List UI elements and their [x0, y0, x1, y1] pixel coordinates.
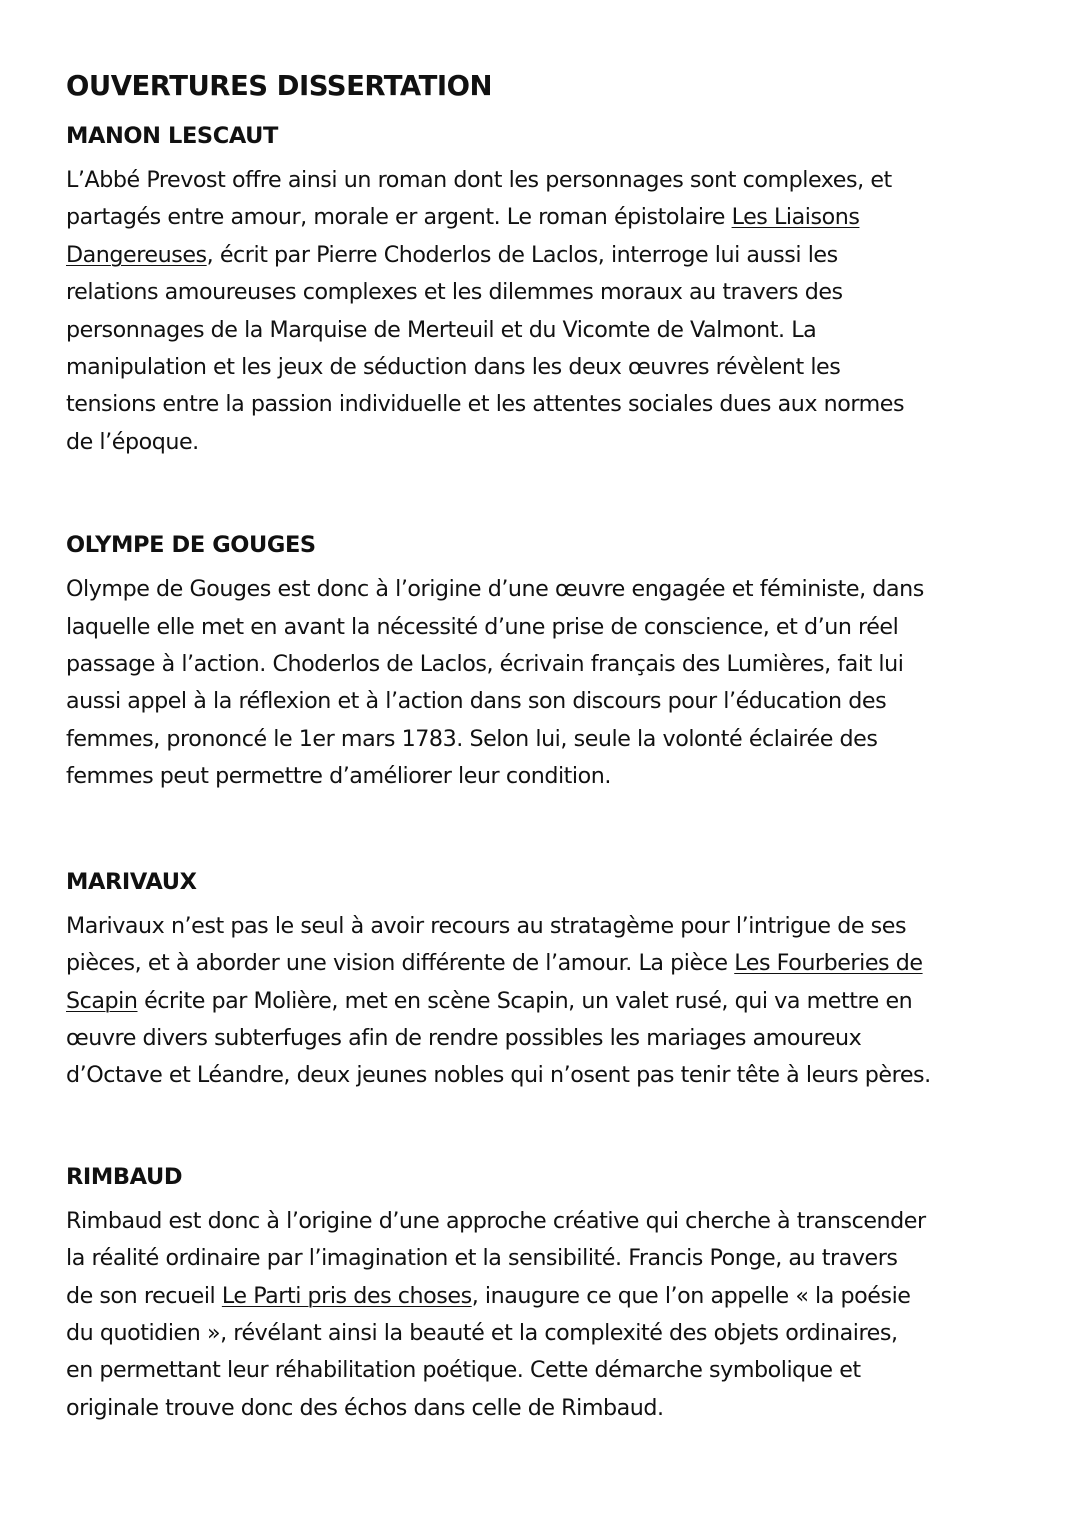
- work-title-reference: Les Fourberies de: [734, 950, 923, 977]
- section-olympe-de-gouges: [66, 529, 1021, 795]
- section-heading: MARIVAUX: [66, 868, 197, 895]
- paragraph-line: [66, 1278, 1021, 1315]
- work-title-reference: Les Liaisons: [731, 204, 860, 231]
- line-text: écrite par Molière, met en scène Scapin, un valet rusé, qui va mettre en: [137, 987, 913, 1014]
- line-text: du quotidien », révélant ainsi la beauté et la complexité des objets ordinaires,: [66, 1319, 898, 1346]
- paragraph-line: [66, 908, 1021, 945]
- section-paragraph: [66, 571, 1021, 795]
- paragraph-line: [66, 1315, 1021, 1352]
- paragraph-line: [66, 1020, 1021, 1057]
- paragraph-line: [66, 945, 1021, 982]
- section-heading: RIMBAUD: [66, 1163, 183, 1190]
- line-text: relations amoureuses complexes et les dilemmes moraux au travers des: [66, 279, 843, 306]
- line-text: femmes peut permettre d’améliorer leur condition.: [66, 763, 611, 790]
- paragraph-line: [66, 609, 1021, 646]
- line-text: personnages de la Marquise de Merteuil et du Vicomte de Valmont. La: [66, 316, 817, 343]
- paragraph-line: [66, 646, 1021, 683]
- spacer: [66, 796, 1021, 866]
- paragraph-line: [66, 758, 1021, 795]
- line-text: œuvre divers subterfuges afin de rendre possibles les mariages amoureux: [66, 1024, 862, 1051]
- section-paragraph: [66, 1203, 1021, 1427]
- paragraph-line: [66, 1240, 1021, 1277]
- work-title-reference: Scapin: [66, 987, 138, 1014]
- spacer: [66, 152, 1021, 162]
- paragraph-line: [66, 983, 1021, 1020]
- line-text: pièces, et à aborder une vision différente de l’amour. La pièce: [66, 950, 735, 977]
- spacer: [66, 1193, 1021, 1203]
- paragraph-line: [66, 199, 1021, 236]
- spacer: [66, 1095, 1021, 1161]
- section-heading: OLYMPE DE GOUGES: [66, 532, 316, 559]
- spacer: [66, 561, 1021, 571]
- line-text: L’Abbé Prevost offre ainsi un roman dont les personnages sont complexes, et: [66, 167, 892, 193]
- paragraph-line: [66, 349, 1021, 386]
- line-text: aussi appel à la réflexion et à l’action dans son discours pour l’éducation des: [66, 688, 887, 715]
- line-text: tensions entre la passion individuelle et les attentes sociales dues aux normes: [66, 391, 905, 418]
- line-text: d’Octave et Léandre, deux jeunes nobles qui n’osent pas tenir tête à leurs pères.: [66, 1062, 931, 1089]
- paragraph-line: [66, 386, 1021, 423]
- paragraph-line: [66, 1390, 1021, 1427]
- line-text: de son recueil: [66, 1282, 222, 1309]
- line-text: , inaugure ce que l’on appelle « la poésie: [471, 1282, 911, 1309]
- section-rimbaud: [66, 1161, 1021, 1427]
- section-manon-lescaut: [66, 120, 1021, 461]
- line-text: femmes, prononcé le 1er mars 1783. Selon lui, seule la volonté éclairée des: [66, 725, 878, 752]
- line-text: partagés entre amour, morale er argent. Le roman épistolaire: [66, 204, 732, 231]
- work-title-reference: Le Parti pris des choses: [221, 1282, 472, 1309]
- spacer: [66, 461, 1021, 529]
- line-text: , écrit par Pierre Choderlos de Laclos, interroge lui aussi les: [206, 241, 838, 268]
- paragraph-line: [66, 1352, 1021, 1389]
- line-text: manipulation et les jeux de séduction dans les deux œuvres révèlent les: [66, 354, 841, 381]
- document-page: [66, 66, 1021, 1427]
- line-text: en permettant leur réhabilitation poétique. Cette démarche symbolique et: [66, 1357, 861, 1384]
- line-text: la réalité ordinaire par l’imagination et la sensibilité. Francis Ponge, au travers: [66, 1245, 898, 1272]
- paragraph-line: [66, 721, 1021, 758]
- paragraph-line: [66, 571, 1021, 608]
- paragraph-line: [66, 274, 1021, 311]
- work-title-reference: Dangereuses: [66, 241, 207, 268]
- line-text: laquelle elle met en avant la nécessité d’une prise de conscience, et d’un réel: [66, 613, 899, 640]
- line-text: Marivaux n’est pas le seul à avoir recours au stratagème pour l’intrigue de ses: [66, 912, 907, 939]
- spacer: [66, 106, 1021, 120]
- section-heading: MANON LESCAUT: [66, 123, 278, 149]
- paragraph-line: [66, 312, 1021, 349]
- paragraph-line: [66, 1203, 1021, 1240]
- paragraph-line: [66, 424, 1021, 461]
- paragraph-line: [66, 683, 1021, 720]
- section-marivaux: [66, 866, 1021, 1095]
- line-text: passage à l’action. Choderlos de Laclos, écrivain français des Lumières, fait lui: [66, 651, 904, 678]
- section-paragraph: [66, 162, 1021, 461]
- section-paragraph: [66, 908, 1021, 1095]
- spacer: [66, 898, 1021, 908]
- paragraph-line: [66, 162, 1021, 199]
- line-text: Olympe de Gouges est donc à l’origine d’une œuvre engagée et féministe, dans: [66, 576, 924, 603]
- line-text: de l’époque.: [66, 428, 199, 455]
- line-text: Rimbaud est donc à l’origine d’une approche créative qui cherche à transcender: [66, 1207, 926, 1234]
- paragraph-line: [66, 1057, 1021, 1094]
- line-text: originale trouve donc des échos dans celle de Rimbaud.: [66, 1394, 664, 1421]
- document-title: OUVERTURES DISSERTATION: [66, 70, 492, 102]
- paragraph-line: [66, 237, 1021, 274]
